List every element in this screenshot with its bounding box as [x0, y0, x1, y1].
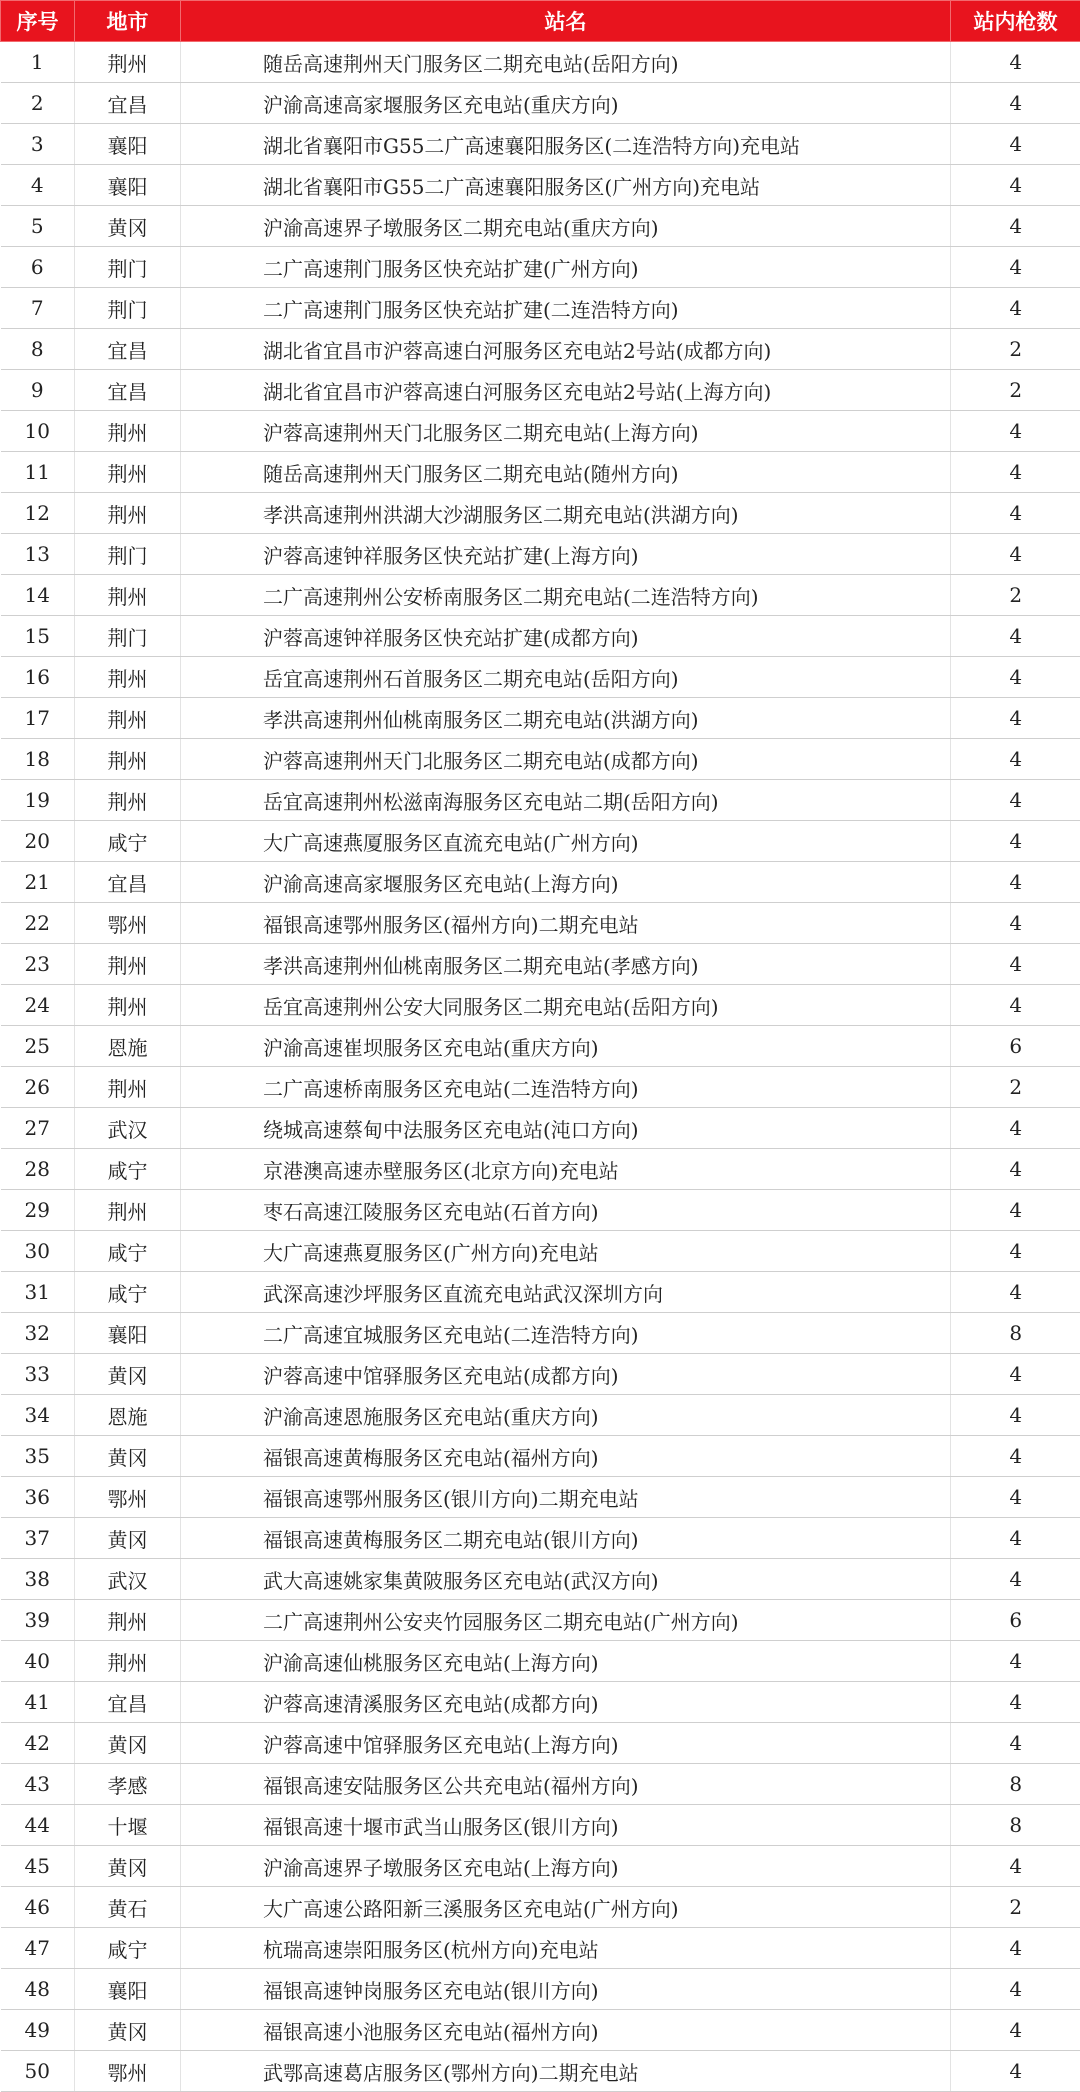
- row-city: 荆州: [75, 452, 181, 493]
- row-index: 19: [1, 780, 75, 821]
- table-row: [1, 493, 1080, 534]
- row-gun-count: 4: [951, 288, 1080, 329]
- row-city: 咸宁: [75, 1149, 181, 1190]
- row-station-name: 二广高速桥南服务区充电站(二连浩特方向): [181, 1067, 951, 1108]
- row-station-name: 随岳高速荆州天门服务区二期充电站(随州方向): [181, 452, 951, 493]
- row-city: 荆门: [75, 247, 181, 288]
- row-station-name: 大广高速燕夏服务区(广州方向)充电站: [181, 1231, 951, 1272]
- table-row: [1, 83, 1080, 124]
- row-station-name: 大广高速公路阳新三溪服务区充电站(广州方向): [181, 1887, 951, 1928]
- row-index: 37: [1, 1518, 75, 1559]
- row-station-name: 沪蓉高速清溪服务区充电站(成都方向): [181, 1682, 951, 1723]
- row-city: 武汉: [75, 1108, 181, 1149]
- row-index: 39: [1, 1600, 75, 1641]
- row-station-name: 沪蓉高速荆州天门北服务区二期充电站(成都方向): [181, 739, 951, 780]
- row-station-name: 二广高速荆州公安夹竹园服务区二期充电站(广州方向): [181, 1600, 951, 1641]
- row-gun-count: 4: [951, 1969, 1080, 2010]
- row-station-name: 福银高速小池服务区充电站(福州方向): [181, 2010, 951, 2051]
- row-gun-count: 4: [951, 42, 1080, 83]
- row-station-name: 沪渝高速恩施服务区充电站(重庆方向): [181, 1395, 951, 1436]
- row-station-name: 武深高速沙坪服务区直流充电站武汉深圳方向: [181, 1272, 951, 1313]
- row-station-name: 福银高速黄梅服务区充电站(福州方向): [181, 1436, 951, 1477]
- row-gun-count: 6: [951, 1600, 1080, 1641]
- row-city: 黄冈: [75, 206, 181, 247]
- row-index: 20: [1, 821, 75, 862]
- row-station-name: 二广高速荆门服务区快充站扩建(广州方向): [181, 247, 951, 288]
- row-city: 襄阳: [75, 124, 181, 165]
- row-gun-count: 4: [951, 903, 1080, 944]
- table-row: [1, 1518, 1080, 1559]
- row-gun-count: 4: [951, 1518, 1080, 1559]
- row-index: 35: [1, 1436, 75, 1477]
- table-row: [1, 452, 1080, 493]
- table-row: [1, 1764, 1080, 1805]
- row-gun-count: 2: [951, 370, 1080, 411]
- row-city: 咸宁: [75, 1928, 181, 1969]
- table-row: [1, 739, 1080, 780]
- row-station-name: 沪渝高速界子墩服务区充电站(上海方向): [181, 1846, 951, 1887]
- table-row: [1, 1969, 1080, 2010]
- row-index: 23: [1, 944, 75, 985]
- row-gun-count: 4: [951, 1231, 1080, 1272]
- row-city: 襄阳: [75, 165, 181, 206]
- row-gun-count: 4: [951, 1641, 1080, 1682]
- table-row: [1, 206, 1080, 247]
- row-index: 36: [1, 1477, 75, 1518]
- row-index: 11: [1, 452, 75, 493]
- row-gun-count: 4: [951, 2010, 1080, 2051]
- table-row: [1, 1477, 1080, 1518]
- row-gun-count: 4: [951, 534, 1080, 575]
- row-station-name: 二广高速荆州公安桥南服务区二期充电站(二连浩特方向): [181, 575, 951, 616]
- table-row: [1, 329, 1080, 370]
- row-city: 荆州: [75, 493, 181, 534]
- table-row: [1, 1149, 1080, 1190]
- row-index: 6: [1, 247, 75, 288]
- row-index: 5: [1, 206, 75, 247]
- row-index: 25: [1, 1026, 75, 1067]
- table-row: [1, 534, 1080, 575]
- header-index: 序号: [1, 1, 75, 42]
- row-gun-count: 4: [951, 1190, 1080, 1231]
- row-city: 黄冈: [75, 1354, 181, 1395]
- row-city: 黄冈: [75, 1518, 181, 1559]
- row-city: 宜昌: [75, 862, 181, 903]
- row-index: 16: [1, 657, 75, 698]
- row-city: 宜昌: [75, 1682, 181, 1723]
- table-row: [1, 1846, 1080, 1887]
- row-station-name: 福银高速鄂州服务区(银川方向)二期充电站: [181, 1477, 951, 1518]
- row-station-name: 沪渝高速高家堰服务区充电站(上海方向): [181, 862, 951, 903]
- table-row: [1, 411, 1080, 452]
- row-city: 荆州: [75, 739, 181, 780]
- table-row: [1, 1723, 1080, 1764]
- table-row: [1, 1026, 1080, 1067]
- row-station-name: 福银高速黄梅服务区二期充电站(银川方向): [181, 1518, 951, 1559]
- row-index: 46: [1, 1887, 75, 1928]
- row-station-name: 沪蓉高速中馆驿服务区充电站(上海方向): [181, 1723, 951, 1764]
- row-gun-count: 4: [951, 2051, 1080, 2092]
- row-city: 荆州: [75, 1067, 181, 1108]
- table-row: [1, 862, 1080, 903]
- row-gun-count: 4: [951, 493, 1080, 534]
- row-index: 1: [1, 42, 75, 83]
- row-city: 荆州: [75, 42, 181, 83]
- row-city: 荆州: [75, 1641, 181, 1682]
- row-gun-count: 4: [951, 411, 1080, 452]
- row-index: 17: [1, 698, 75, 739]
- table-row: [1, 780, 1080, 821]
- table-row: [1, 1928, 1080, 1969]
- table-row: [1, 1313, 1080, 1354]
- row-city: 恩施: [75, 1395, 181, 1436]
- table-row: [1, 1354, 1080, 1395]
- table-row: [1, 616, 1080, 657]
- header-row: [1, 1, 1080, 42]
- row-station-name: 沪渝高速崔坝服务区充电站(重庆方向): [181, 1026, 951, 1067]
- row-station-name: 沪渝高速仙桃服务区充电站(上海方向): [181, 1641, 951, 1682]
- row-gun-count: 4: [951, 862, 1080, 903]
- row-index: 26: [1, 1067, 75, 1108]
- row-gun-count: 4: [951, 698, 1080, 739]
- table-row: [1, 1067, 1080, 1108]
- row-index: 4: [1, 165, 75, 206]
- row-city: 黄冈: [75, 1723, 181, 1764]
- table-row: [1, 1231, 1080, 1272]
- table-row: [1, 1887, 1080, 1928]
- row-station-name: 武鄂高速葛店服务区(鄂州方向)二期充电站: [181, 2051, 951, 2092]
- row-index: 40: [1, 1641, 75, 1682]
- row-station-name: 孝洪高速荆州洪湖大沙湖服务区二期充电站(洪湖方向): [181, 493, 951, 534]
- table-row: [1, 1682, 1080, 1723]
- row-index: 14: [1, 575, 75, 616]
- row-index: 31: [1, 1272, 75, 1313]
- row-index: 27: [1, 1108, 75, 1149]
- row-city: 咸宁: [75, 821, 181, 862]
- row-gun-count: 4: [951, 1354, 1080, 1395]
- row-gun-count: 8: [951, 1764, 1080, 1805]
- row-gun-count: 8: [951, 1313, 1080, 1354]
- row-index: 32: [1, 1313, 75, 1354]
- row-city: 荆门: [75, 288, 181, 329]
- table-row: [1, 1190, 1080, 1231]
- row-city: 宜昌: [75, 329, 181, 370]
- table-header: [1, 1, 1080, 42]
- row-city: 荆州: [75, 780, 181, 821]
- row-station-name: 沪渝高速高家堰服务区充电站(重庆方向): [181, 83, 951, 124]
- row-station-name: 随岳高速荆州天门服务区二期充电站(岳阳方向): [181, 42, 951, 83]
- row-gun-count: 2: [951, 1067, 1080, 1108]
- row-gun-count: 4: [951, 985, 1080, 1026]
- row-station-name: 沪蓉高速钟祥服务区快充站扩建(上海方向): [181, 534, 951, 575]
- row-city: 咸宁: [75, 1272, 181, 1313]
- row-gun-count: 4: [951, 1723, 1080, 1764]
- row-city: 黄冈: [75, 2010, 181, 2051]
- row-index: 29: [1, 1190, 75, 1231]
- row-gun-count: 4: [951, 1395, 1080, 1436]
- row-city: 荆州: [75, 985, 181, 1026]
- table-row: [1, 657, 1080, 698]
- table-row: [1, 288, 1080, 329]
- row-index: 48: [1, 1969, 75, 2010]
- row-index: 34: [1, 1395, 75, 1436]
- row-gun-count: 4: [951, 1846, 1080, 1887]
- table-row: [1, 124, 1080, 165]
- row-city: 鄂州: [75, 1477, 181, 1518]
- row-city: 荆州: [75, 657, 181, 698]
- row-station-name: 孝洪高速荆州仙桃南服务区二期充电站(洪湖方向): [181, 698, 951, 739]
- row-station-name: 岳宜高速荆州石首服务区二期充电站(岳阳方向): [181, 657, 951, 698]
- table-row: [1, 903, 1080, 944]
- row-city: 恩施: [75, 1026, 181, 1067]
- row-gun-count: 4: [951, 1272, 1080, 1313]
- table-row: [1, 944, 1080, 985]
- row-city: 鄂州: [75, 2051, 181, 2092]
- row-gun-count: 8: [951, 1805, 1080, 1846]
- row-city: 武汉: [75, 1559, 181, 1600]
- table-body: [1, 42, 1080, 2092]
- row-city: 鄂州: [75, 903, 181, 944]
- row-index: 7: [1, 288, 75, 329]
- row-index: 8: [1, 329, 75, 370]
- row-station-name: 京港澳高速赤壁服务区(北京方向)充电站: [181, 1149, 951, 1190]
- row-index: 47: [1, 1928, 75, 1969]
- row-city: 咸宁: [75, 1231, 181, 1272]
- row-index: 9: [1, 370, 75, 411]
- row-index: 22: [1, 903, 75, 944]
- row-city: 荆州: [75, 1190, 181, 1231]
- row-city: 黄冈: [75, 1846, 181, 1887]
- table-row: [1, 985, 1080, 1026]
- row-station-name: 岳宜高速荆州公安大同服务区二期充电站(岳阳方向): [181, 985, 951, 1026]
- row-station-name: 湖北省宜昌市沪蓉高速白河服务区充电站2号站(上海方向): [181, 370, 951, 411]
- table-row: [1, 165, 1080, 206]
- row-gun-count: 2: [951, 575, 1080, 616]
- row-index: 3: [1, 124, 75, 165]
- table-row: [1, 821, 1080, 862]
- row-station-name: 湖北省襄阳市G55二广高速襄阳服务区(广州方向)充电站: [181, 165, 951, 206]
- row-city: 荆州: [75, 411, 181, 452]
- row-gun-count: 4: [951, 165, 1080, 206]
- row-city: 宜昌: [75, 83, 181, 124]
- table-row: [1, 1805, 1080, 1846]
- header-city: 地市: [75, 1, 181, 42]
- row-station-name: 湖北省宜昌市沪蓉高速白河服务区充电站2号站(成都方向): [181, 329, 951, 370]
- row-station-name: 沪蓉高速中馆驿服务区充电站(成都方向): [181, 1354, 951, 1395]
- table-row: [1, 1559, 1080, 1600]
- row-index: 21: [1, 862, 75, 903]
- row-gun-count: 4: [951, 1928, 1080, 1969]
- row-city: 荆州: [75, 575, 181, 616]
- row-city: 荆州: [75, 944, 181, 985]
- table-row: [1, 575, 1080, 616]
- row-station-name: 福银高速安陆服务区公共充电站(福州方向): [181, 1764, 951, 1805]
- row-index: 15: [1, 616, 75, 657]
- row-city: 荆州: [75, 698, 181, 739]
- row-station-name: 湖北省襄阳市G55二广高速襄阳服务区(二连浩特方向)充电站: [181, 124, 951, 165]
- row-gun-count: 4: [951, 247, 1080, 288]
- row-city: 襄阳: [75, 1969, 181, 2010]
- row-index: 28: [1, 1149, 75, 1190]
- row-station-name: 孝洪高速荆州仙桃南服务区二期充电站(孝感方向): [181, 944, 951, 985]
- table-row: [1, 2010, 1080, 2051]
- row-station-name: 沪蓉高速荆州天门北服务区二期充电站(上海方向): [181, 411, 951, 452]
- row-city: 宜昌: [75, 370, 181, 411]
- table-row: [1, 1395, 1080, 1436]
- row-index: 24: [1, 985, 75, 1026]
- row-index: 38: [1, 1559, 75, 1600]
- table-row: [1, 1436, 1080, 1477]
- row-index: 41: [1, 1682, 75, 1723]
- row-index: 33: [1, 1354, 75, 1395]
- row-index: 30: [1, 1231, 75, 1272]
- row-city: 荆门: [75, 534, 181, 575]
- row-gun-count: 2: [951, 329, 1080, 370]
- row-index: 10: [1, 411, 75, 452]
- row-gun-count: 4: [951, 616, 1080, 657]
- row-city: 黄冈: [75, 1436, 181, 1477]
- row-index: 18: [1, 739, 75, 780]
- header-gun-count: 站内枪数: [951, 1, 1080, 42]
- table-row: [1, 2051, 1080, 2092]
- row-gun-count: 4: [951, 1149, 1080, 1190]
- row-index: 12: [1, 493, 75, 534]
- row-index: 43: [1, 1764, 75, 1805]
- row-gun-count: 6: [951, 1026, 1080, 1067]
- row-station-name: 二广高速荆门服务区快充站扩建(二连浩特方向): [181, 288, 951, 329]
- row-gun-count: 2: [951, 1887, 1080, 1928]
- table-row: [1, 1108, 1080, 1149]
- header-station-name: 站名: [181, 1, 951, 42]
- row-station-name: 福银高速鄂州服务区(福州方向)二期充电站: [181, 903, 951, 944]
- table-row: [1, 1600, 1080, 1641]
- row-gun-count: 4: [951, 657, 1080, 698]
- row-gun-count: 4: [951, 206, 1080, 247]
- row-index: 13: [1, 534, 75, 575]
- row-gun-count: 4: [951, 821, 1080, 862]
- row-city: 荆州: [75, 1600, 181, 1641]
- row-index: 49: [1, 2010, 75, 2051]
- row-gun-count: 4: [951, 739, 1080, 780]
- row-gun-count: 4: [951, 1559, 1080, 1600]
- row-gun-count: 4: [951, 1108, 1080, 1149]
- row-station-name: 沪渝高速界子墩服务区二期充电站(重庆方向): [181, 206, 951, 247]
- row-city: 孝感: [75, 1764, 181, 1805]
- row-station-name: 绕城高速蔡甸中法服务区充电站(沌口方向): [181, 1108, 951, 1149]
- table-row: [1, 1272, 1080, 1313]
- row-station-name: 岳宜高速荆州松滋南海服务区充电站二期(岳阳方向): [181, 780, 951, 821]
- row-gun-count: 4: [951, 1436, 1080, 1477]
- row-city: 十堰: [75, 1805, 181, 1846]
- row-city: 襄阳: [75, 1313, 181, 1354]
- table-row: [1, 698, 1080, 739]
- row-station-name: 二广高速宜城服务区充电站(二连浩特方向): [181, 1313, 951, 1354]
- row-gun-count: 4: [951, 1682, 1080, 1723]
- row-index: 50: [1, 2051, 75, 2092]
- row-station-name: 福银高速十堰市武当山服务区(银川方向): [181, 1805, 951, 1846]
- row-gun-count: 4: [951, 1477, 1080, 1518]
- row-gun-count: 4: [951, 124, 1080, 165]
- table-row: [1, 1641, 1080, 1682]
- table-row: [1, 42, 1080, 83]
- table-row: [1, 370, 1080, 411]
- row-gun-count: 4: [951, 780, 1080, 821]
- row-station-name: 大广高速燕厦服务区直流充电站(广州方向): [181, 821, 951, 862]
- row-index: 42: [1, 1723, 75, 1764]
- row-station-name: 福银高速钟岗服务区充电站(银川方向): [181, 1969, 951, 2010]
- row-gun-count: 4: [951, 944, 1080, 985]
- row-station-name: 武大高速姚家集黄陂服务区充电站(武汉方向): [181, 1559, 951, 1600]
- row-city: 荆门: [75, 616, 181, 657]
- row-index: 45: [1, 1846, 75, 1887]
- row-index: 2: [1, 83, 75, 124]
- row-gun-count: 4: [951, 452, 1080, 493]
- row-station-name: 枣石高速江陵服务区充电站(石首方向): [181, 1190, 951, 1231]
- row-index: 44: [1, 1805, 75, 1846]
- row-city: 黄石: [75, 1887, 181, 1928]
- row-station-name: 杭瑞高速崇阳服务区(杭州方向)充电站: [181, 1928, 951, 1969]
- row-station-name: 沪蓉高速钟祥服务区快充站扩建(成都方向): [181, 616, 951, 657]
- row-gun-count: 4: [951, 83, 1080, 124]
- table-row: [1, 247, 1080, 288]
